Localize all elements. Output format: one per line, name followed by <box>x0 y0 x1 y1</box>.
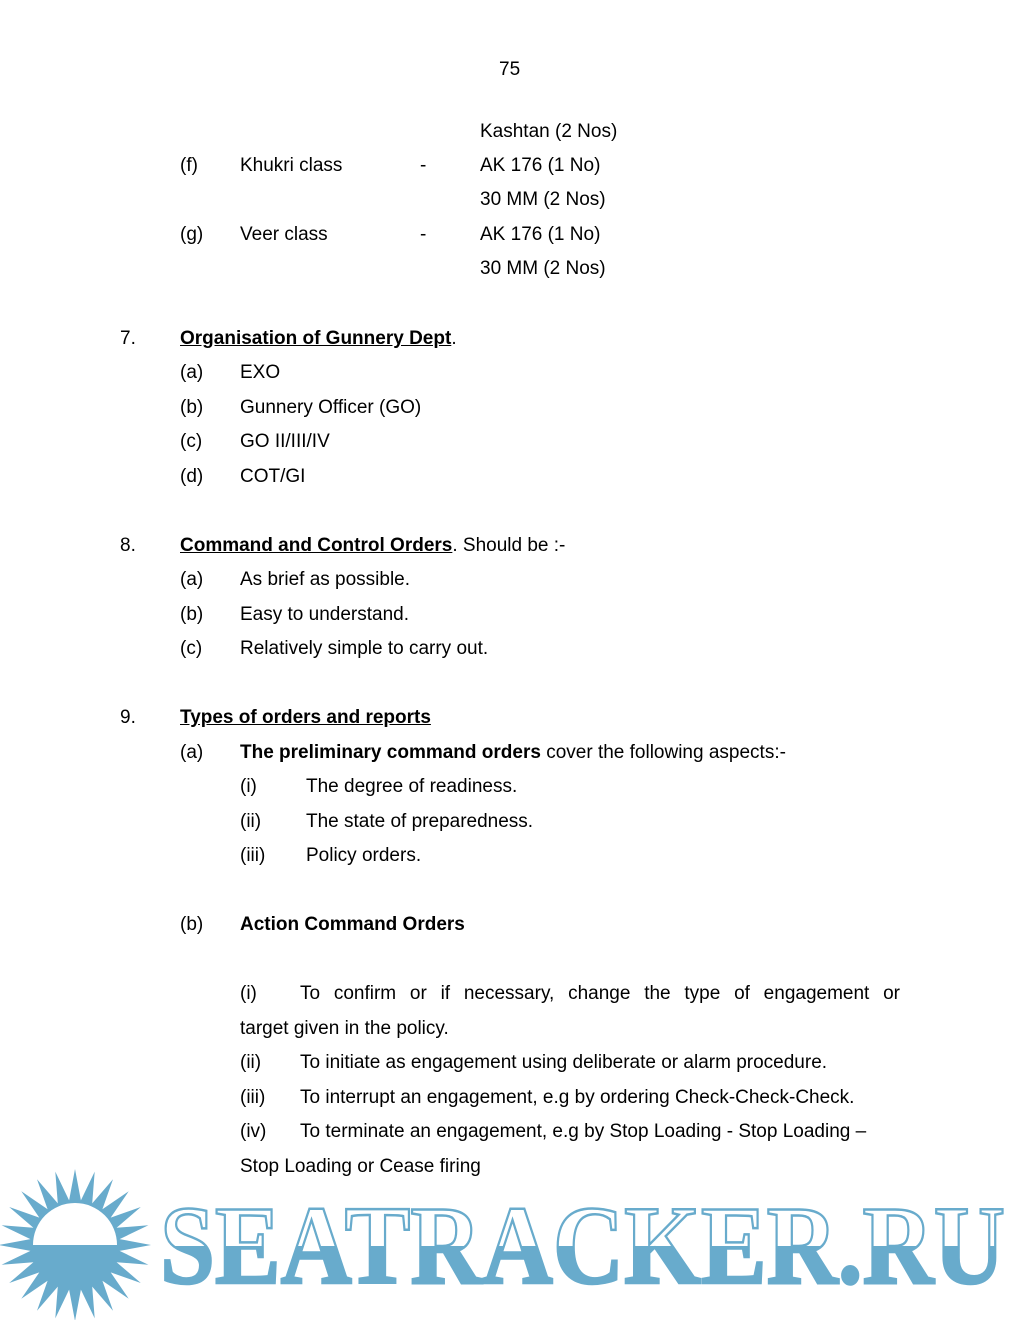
sun-icon <box>0 1169 151 1320</box>
section-number: 8. <box>120 535 136 556</box>
section-heading <box>180 328 457 350</box>
subitem-label: (iii) <box>240 1087 266 1108</box>
subitem-label: (i) <box>240 983 257 1004</box>
item-label: (a) <box>180 569 204 590</box>
subitem-label: (iv) <box>240 1121 267 1142</box>
dash: - <box>420 224 427 245</box>
subitem-text: The state of preparedness. <box>306 811 534 832</box>
watermark-logo <box>0 1165 1020 1320</box>
item-label: (a) <box>180 362 204 383</box>
item-text: Gunnery Officer (GO) <box>240 397 422 418</box>
item-text: As brief as possible. <box>240 569 411 590</box>
subitem-text: The degree of readiness. <box>306 776 518 797</box>
item-label: (g) <box>180 224 204 245</box>
item-label: (c) <box>180 638 203 659</box>
item-text: Easy to understand. <box>240 604 409 625</box>
item-label: (d) <box>180 466 204 487</box>
item-text <box>240 742 786 764</box>
ship-class: Veer class <box>240 224 328 245</box>
item-rest: cover the following aspects:- <box>540 742 786 763</box>
page-number: 75 <box>499 59 521 80</box>
section-number: 7. <box>120 328 136 349</box>
subitem-text: To interrupt an engagement, e.g by ordering Check-Check-Check. <box>300 1087 855 1108</box>
weapon-item: 30 MM (2 Nos) <box>480 189 606 210</box>
item-text: EXO <box>240 362 281 383</box>
subitem-text: To initiate as engagement using deliberate or alarm procedure. <box>300 1052 828 1073</box>
item-text: GO II/III/IV <box>240 431 330 452</box>
item-label: (f) <box>180 155 198 176</box>
subitem-label: (iii) <box>240 845 266 866</box>
subitem-label: (ii) <box>240 1052 262 1073</box>
subitem-label: (ii) <box>240 811 262 832</box>
item-bold: The preliminary command orders <box>240 742 541 763</box>
watermark-text: SEATRACKER.RU <box>160 1184 1005 1308</box>
weapon-item: Kashtan (2 Nos) <box>480 121 618 142</box>
item-label: (c) <box>180 431 203 452</box>
item-title: Action Command Orders <box>240 914 465 935</box>
subitem-label: (i) <box>240 776 257 797</box>
weapon-item: 30 MM (2 Nos) <box>480 258 606 279</box>
item-text: Relatively simple to carry out. <box>240 638 489 659</box>
item-label: (b) <box>180 604 204 625</box>
section-title: Types of orders and reports <box>180 707 431 728</box>
section-heading <box>180 535 565 557</box>
subitem-text: Policy orders. <box>306 845 422 866</box>
weapon-item: AK 176 (1 No) <box>480 224 601 245</box>
section-tail: . Should be :- <box>452 535 566 556</box>
item-label: (a) <box>180 742 204 763</box>
subitem-text-cont: Stop Loading or Cease firing <box>240 1156 481 1177</box>
dash: - <box>420 155 427 176</box>
section-tail: . <box>451 328 457 349</box>
weapon-item: AK 176 (1 No) <box>480 155 601 176</box>
section-title: Organisation of Gunnery Dept <box>180 328 452 349</box>
section-number: 9. <box>120 707 136 728</box>
subitem-text: To terminate an engagement, e.g by Stop Loading - Stop Loading – <box>300 1121 867 1142</box>
item-label: (b) <box>180 914 204 935</box>
ship-class: Khukri class <box>240 155 343 176</box>
item-label: (b) <box>180 397 204 418</box>
section-title: Command and Control Orders <box>180 535 453 556</box>
subitem-text: To confirm or if necessary, change the type of engagement or <box>300 983 900 1004</box>
subitem-text-cont: target given in the policy. <box>240 1018 449 1039</box>
item-text: COT/GI <box>240 466 306 487</box>
